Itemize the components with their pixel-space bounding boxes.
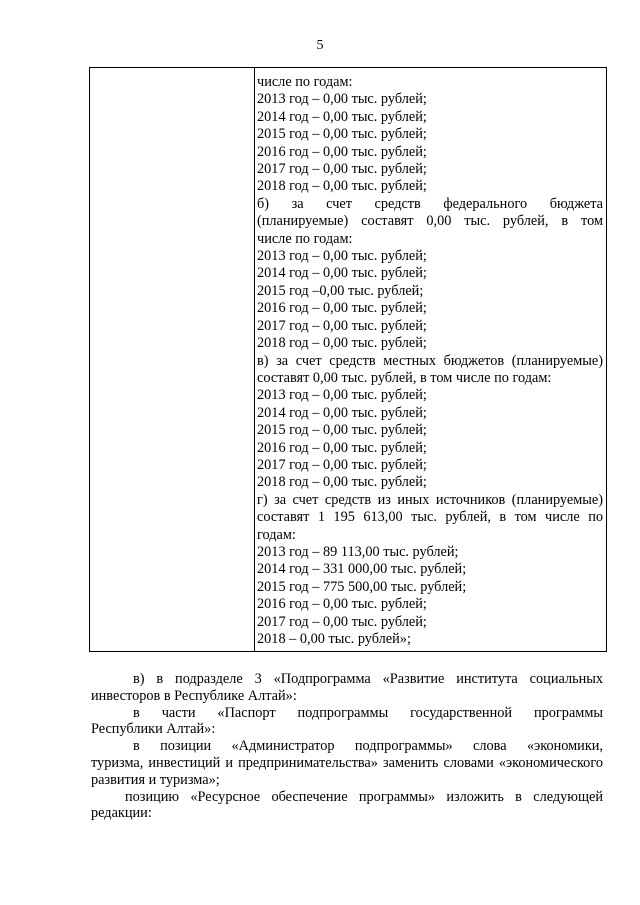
table-line: 2016 год – 0,00 тыс. рублей;: [257, 596, 427, 613]
table-line: 2014 год – 0,00 тыс. рублей;: [257, 108, 427, 125]
table-line: 2017 год – 0,00 тыс. рублей;: [257, 613, 427, 630]
paragraph-subsection-3: в) в подразделе 3 «Подпрограмма «Развитие института социальных инвесторов в Республике Алтай»:: [91, 671, 603, 704]
table-line: 2013 год – 0,00 тыс. рублей;: [257, 387, 427, 404]
table-line: 2013 год – 89 113,00 тыс. рублей;: [257, 543, 459, 560]
table-line: 2018 год – 0,00 тыс. рублей;: [257, 178, 427, 195]
table-line: 2017 год – 0,00 тыс. рублей;: [257, 456, 427, 473]
table-line: 2015 год – 0,00 тыс. рублей;: [257, 422, 427, 439]
paragraph-resource-position: позицию «Ресурсное обеспечение программы» изложить в следующей редакции:: [91, 788, 603, 822]
table-column-divider: [254, 68, 255, 651]
paragraph-administrator-position: в позиции «Администратор подпрограммы» слова «экономики, туризма, инвестиций и предпринимательства» заменить словами «экономического развития и туризма»;: [91, 738, 603, 788]
paragraph-passport-part: в части «Паспорт подпрограммы государственной программы Республики Алтай»:: [91, 704, 603, 738]
table-line: 2013 год – 0,00 тыс. рублей;: [257, 91, 427, 108]
table-line: 2014 год – 0,00 тыс. рублей;: [257, 404, 427, 421]
table-line: (планируемые) составят 0,00 тыс. рублей, в том: [257, 213, 603, 230]
table-line: 2018 – 0,00 тыс. рублей»;: [257, 631, 411, 647]
table-line: 2015 год –0,00 тыс. рублей;: [257, 282, 424, 299]
table-line: 2013 год – 0,00 тыс. рублей;: [257, 248, 427, 265]
table-line: годам:: [257, 526, 296, 543]
table-line: 2016 год – 0,00 тыс. рублей;: [257, 300, 427, 317]
table-line: 2017 год – 0,00 тыс. рублей;: [257, 161, 427, 178]
table-left-cell: [90, 68, 254, 651]
table-line: 2018 год – 0,00 тыс. рублей;: [257, 474, 427, 491]
table-line: б) за счет средств федерального бюджета: [257, 195, 603, 212]
table-line: г) за счет средств из иных источников (планируемые): [257, 491, 603, 508]
table-line: числе по годам:: [257, 230, 353, 247]
table-line: составят 1 195 613,00 тыс. рублей, в том числе по: [257, 509, 603, 526]
table-line: 2015 год – 775 500,00 тыс. рублей;: [257, 578, 467, 595]
table-right-cell: [257, 74, 603, 648]
table-line: 2014 год – 331 000,00 тыс. рублей;: [257, 561, 467, 578]
table-line: составят 0,00 тыс. рублей, в том числе по годам:: [257, 369, 552, 386]
table-line: числе по годам:: [257, 74, 353, 90]
table-line: 2017 год – 0,00 тыс. рублей;: [257, 317, 427, 334]
body-text: [91, 671, 603, 822]
table-line: 2016 год – 0,00 тыс. рублей;: [257, 143, 427, 160]
resource-table: [89, 67, 607, 652]
table-line: 2018 год – 0,00 тыс. рублей;: [257, 335, 427, 352]
table-line: 2014 год – 0,00 тыс. рублей;: [257, 265, 427, 282]
page-number: 5: [316, 38, 324, 53]
table-line: в) за счет средств местных бюджетов (планируемые): [257, 352, 603, 369]
table-line: 2015 год – 0,00 тыс. рублей;: [257, 126, 427, 143]
table-line: 2016 год – 0,00 тыс. рублей;: [257, 439, 427, 456]
